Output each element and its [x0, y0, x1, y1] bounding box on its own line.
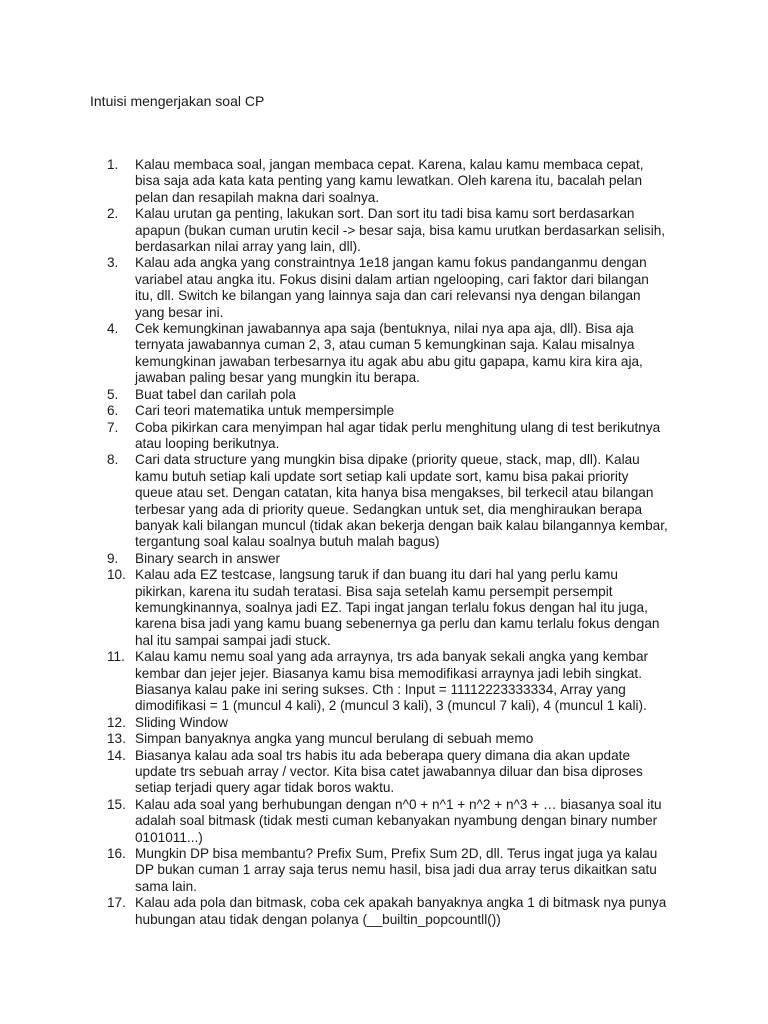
list-item	[90, 452, 690, 550]
list-item-number	[90, 895, 135, 928]
list-item-number	[90, 206, 135, 255]
list-item-number	[90, 420, 135, 453]
list-item-text: Sliding Window	[135, 714, 228, 730]
list-item-number-label: 12.	[107, 714, 126, 730]
list-item	[90, 255, 690, 321]
list-item-number-label: 9.	[107, 550, 119, 566]
list-item-text: Biasanya kalau ada soal trs habis itu ada beberapa query dimana dia akan update update trs sebuah array / vector. Kita bisa catet jawabannya diluar dan bisa diproses setiap terjadi query agar tidak boros waktu.	[135, 747, 643, 796]
list-item-text: Kalau ada angka yang constraintnya 1e18 jangan kamu fokus pandanganmu dengan variabel atau angka itu. Fokus disini dalam artian ngelooping, cari faktor dari bilangan itu, dll. Switch ke bilangan yang lainnya saja dan cari relevansi nya dengan bilangan yang besar ini.	[135, 255, 649, 320]
list-item	[90, 731, 690, 747]
list-item-number	[90, 715, 135, 731]
list-item-number-label: 15.	[107, 796, 126, 812]
list-item	[90, 797, 690, 846]
list-item	[90, 157, 690, 206]
list-item-number-label: 7.	[107, 419, 119, 435]
list-item-number-label: 17.	[107, 895, 126, 911]
list-item-number	[90, 157, 135, 206]
list-item	[90, 321, 690, 387]
numbered-list	[90, 157, 690, 928]
list-item-number	[90, 649, 135, 715]
list-item-text: Simpan banyaknya angka yang muncul berulang di sebuah memo	[135, 731, 534, 747]
list-item-text: Kalau ada pola dan bitmask, coba cek apakah banyaknya angka 1 di bitmask nya punya hubungan atau tidak dengan polanya (__builtin_popcountll())	[135, 895, 667, 927]
list-item-number	[90, 567, 135, 649]
list-item-text: Mungkin DP bisa membantu? Prefix Sum, Prefix Sum 2D, dll. Terus ingat juga ya kalau DP bukan cuman 1 array saja terus nemu hasil, bisa jadi dua array terus dikaitkan satu sama lain.	[135, 846, 658, 894]
list-item-number-label: 2.	[107, 206, 119, 222]
list-item	[90, 387, 690, 403]
list-item-number-label: 11.	[107, 649, 125, 665]
list-item-number	[90, 748, 135, 797]
list-item-number	[90, 452, 135, 550]
list-item-number-label: 13.	[107, 731, 126, 747]
list-item-number-label: 10.	[107, 567, 126, 583]
list-item-text: Kalau ada EZ testcase, langsung taruk if dan buang itu dari hal yang perlu kamu pikirkan, karena itu sudah teratasi. Bisa saja setelah kamu persempit persempit kemungkinannya, soalnya jadi EZ. Tapi ingat jangan terlalu fokus dengan hal itu juga, karena bisa jadi yang kamu buang sebenernya ga perlu dan kamu terlalu fokus dengan hal itu sampai sampai jadi stuck.	[135, 567, 660, 648]
list-item-number-label: 1.	[107, 157, 119, 172]
list-item-number-label: 5.	[107, 386, 119, 402]
list-item-text: Buat tabel dan carilah pola	[135, 386, 296, 402]
list-item-text: Coba pikirkan cara menyimpan hal agar tidak perlu menghitung ulang di test berikutnya atau looping berikutnya.	[135, 419, 661, 451]
list-item-text: Kalau urutan ga penting, lakukan sort. Dan sort itu tadi bisa kamu sort berdasarkan apapun (bukan cuman urutin kecil -> besar saja, bisa kamu urutkan berdasarkan selisih, berdasarkan nilai array yang lain, dll).	[135, 206, 666, 255]
list-item	[90, 895, 690, 928]
list-item-text: Cari data structure yang mungkin bisa dipake (priority queue, stack, map, dll). Kalau kamu butuh setiap kali update sort setiap kali update sort, kamu bisa pakai priority queue atau set. Dengan catatan, kita hanya bisa mengakses, bil terkecil atau bilangan terbesar yang ada di priority queue. Sedangkan untuk set, dia menghiraukan berapa banyak kali bilangan muncul (tidak akan bekerja dengan baik kalau bilangannya kembar, tergantung soal kalau soalnya butuh malah bagus)	[135, 452, 668, 550]
list-item	[90, 403, 690, 419]
list-item-number	[90, 321, 135, 387]
list-item-text: Cek kemungkinan jawabannya apa saja (bentuknya, nilai nya apa aja, dll). Bisa aja ternyata jawabannya cuman 2, 3, atau cuman 5 kemungkinan saja. Kalau misalnya kemungkinan jawaban terbesarnya itu agak abu abu gitu gapapa, kamu kira kira aja, jawaban paling besar yang mungkin itu berapa.	[135, 321, 643, 386]
list-item-text: Kalau kamu nemu soal yang ada arraynya, trs ada banyak sekali angka yang kembar kembar dan jejer jejer. Biasanya kamu bisa memodifikasi arraynya jadi lebih singkat. Biasanya kalau pake ini sering sukses. Cth : Input = 11112223333334, Array yang dimodifikasi = 1 (muncul 4 kali), 2 (muncul 3 kali), 3 (muncul 7 kali), 4 (muncul 1 kali).	[135, 649, 649, 714]
list-item-number-label: 6.	[107, 403, 119, 419]
list-item-number-label: 14.	[107, 747, 126, 763]
list-item-text: Kalau membaca soal, jangan membaca cepat. Karena, kalau kamu membaca cepat, bisa saja ada kata kata penting yang kamu lewatkan. Oleh karena itu, bacalah pelan pelan dan resapilah makna dari soalnya.	[135, 157, 644, 205]
list-item-number	[90, 255, 135, 321]
list-item-number-label: 3.	[107, 255, 119, 271]
list-item-number	[90, 846, 135, 895]
list-item-number	[90, 403, 135, 419]
list-item	[90, 551, 690, 567]
list-item	[90, 715, 690, 731]
list-item-text: Binary search in answer	[135, 550, 281, 566]
list-item-text: Cari teori matematika untuk mempersimple	[135, 403, 395, 419]
list-item	[90, 206, 690, 255]
list-item	[90, 420, 690, 453]
list-item-number	[90, 797, 135, 846]
list-item-number	[90, 551, 135, 567]
list-item-number-label: 8.	[107, 452, 119, 468]
document-title: Intuisi mengerjakan soal CP	[90, 93, 265, 109]
list-item-number-label: 4.	[107, 321, 119, 337]
list-item-text: Kalau ada soal yang berhubungan dengan n^0 + n^1 + n^2 + n^3 + … biasanya soal itu adalah soal bitmask (tidak mesti cuman kebanyakan nyambung dengan binary number 0101011...)	[135, 796, 662, 845]
list-item	[90, 846, 690, 895]
list-item	[90, 649, 690, 715]
list-item	[90, 567, 690, 649]
list-item-number	[90, 731, 135, 747]
list-item-number	[90, 387, 135, 403]
list-item-number-label: 16.	[107, 846, 126, 862]
list-item	[90, 748, 690, 797]
